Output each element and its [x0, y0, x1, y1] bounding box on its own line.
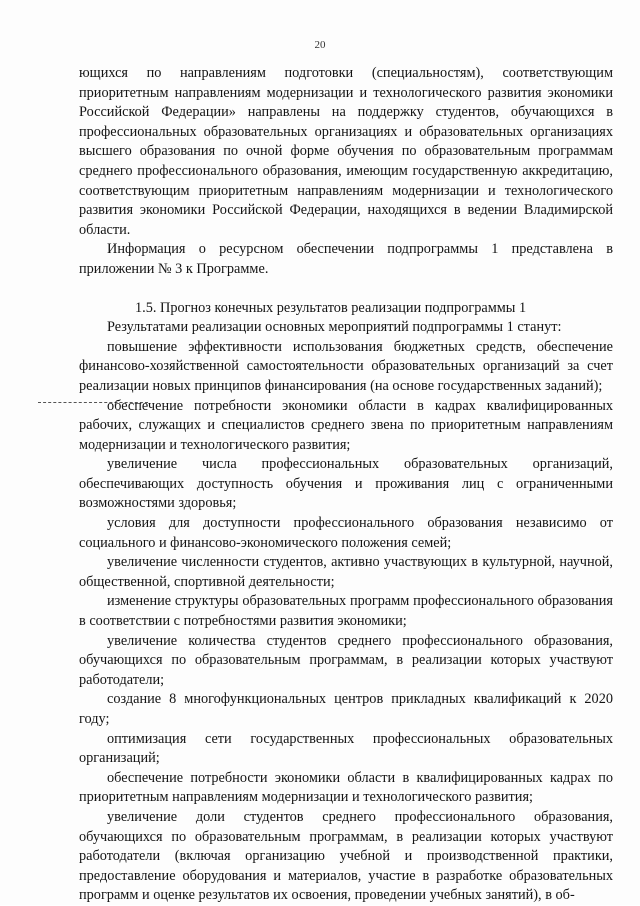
paragraph-resource-info: Информация о ресурсном обеспечении подпрограммы 1 представлена в приложении № 3 к Программе. — [79, 241, 613, 277]
result-item: изменение структуры образовательных программ профессионального образования в соответствии с потребностями развития экономики; — [79, 593, 613, 630]
section-heading: 1.5. Прогноз конечных результатов реализации подпрограммы 1 — [135, 299, 527, 316]
paragraph-gap — [79, 280, 613, 299]
results-intro: Результатами реализации основных мероприятий подпрограммы 1 станут: — [107, 319, 562, 336]
page-body — [79, 64, 613, 906]
result-item: увеличение доли студентов среднего профессионального образования, обучающихся по образовательным программам, в реализации которых участвуют работодатели (включая организацию учебной и производственной практики, предоставление оборудования и материалов, участие в разработке образовательных программ и оценке результатов их освоения, проведении учебных занятий), в об- — [79, 808, 613, 904]
result-item: повышение эффективности использования бюджетных средств, обеспечение финансово-хозяйственной самостоятельности образовательных организаций за счет реализации новых принципов финансирования (на основе государственных заданий); — [79, 338, 613, 394]
result-item: обеспечение потребности экономики области в кадрах квалифицированных рабочих, служащих и специалистов среднего звена по приоритетным направлениям модернизации и технологического развития; — [79, 397, 613, 453]
result-item: оптимизация сети государственных профессиональных образовательных организаций; — [79, 730, 613, 767]
result-item: увеличение числа профессиональных образовательных организаций, обеспечивающих доступность обучения и проживания лиц с ограниченными возможностями здоровья; — [79, 456, 613, 512]
result-item: создание 8 многофункциональных центров прикладных квалификаций к 2020 году; — [79, 691, 613, 727]
result-item: обеспечение потребности экономики области в квалифицированных кадрах по приоритетным направлениям модернизации и технологического развития; — [79, 769, 613, 806]
result-item: увеличение количества студентов среднего профессионального образования, обучающихся по образовательным программам, в реализации которых участвуют работодатели; — [79, 632, 613, 688]
result-item: увеличение численности студентов, активно участвующих в культурной, научной, общественной, спортивной деятельности; — [79, 554, 613, 590]
page-number: 20 — [314, 39, 326, 51]
paragraph-continuation: ющихся по направлениям подготовки (специальностям), соответствующим приоритетным направлениям модернизации и технологического развития экономики Российской Федерации» направлены на поддержку студентов, обучающихся в профессиональных образовательных организациях и образовательных организациях высшего образования по очной форме обучения по образовательным программам среднего профессионального образования, имеющим государственную аккредитацию, соответствующим приоритетным направлениям модернизации и технологического развития экономики Российской Федерации, находящихся в ведении Владимирской области. — [79, 65, 613, 238]
result-item: условия для доступности профессионального образования независимо от социального и финансово-экономического положения семей; — [79, 515, 613, 551]
